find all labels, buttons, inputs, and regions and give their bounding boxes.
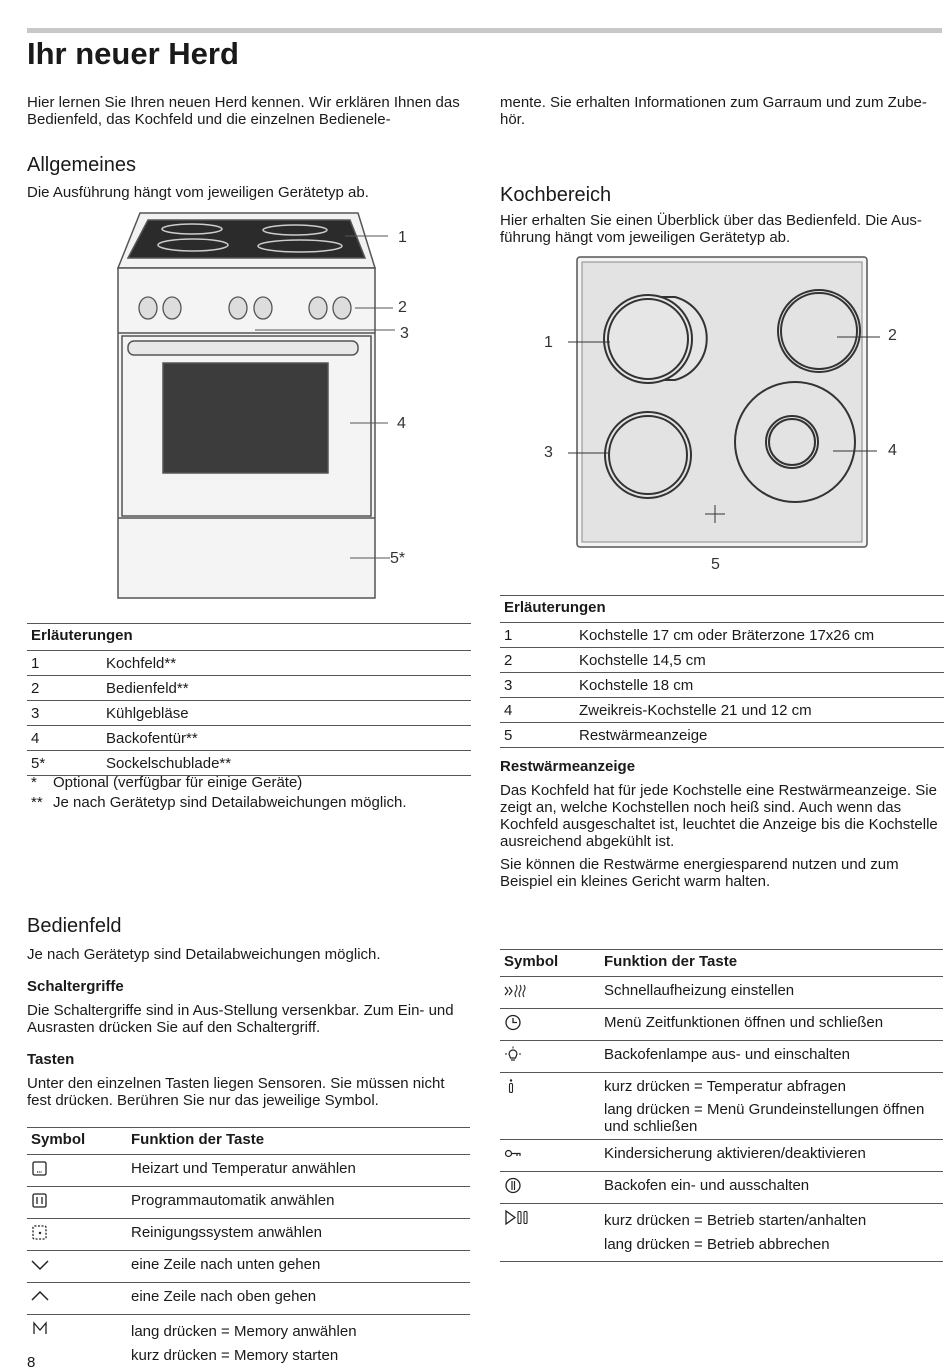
program-icon: [31, 1192, 49, 1209]
table-row: 4 Backofentür**: [27, 726, 471, 751]
table-row: 2 Kochstelle 14,5 cm: [500, 648, 944, 673]
callout-2: 2: [398, 299, 407, 316]
play-pause-icon: [504, 1209, 530, 1226]
table-row: 2 Bedienfeld**: [27, 676, 471, 701]
footnote: * Optional (verfügbar für einige Geräte): [31, 774, 303, 791]
callout-3: 3: [400, 325, 409, 342]
table-row: Backofen ein- und ausschalten: [500, 1172, 943, 1204]
allgemeines-heading: Allgemeines: [27, 154, 136, 176]
allgemeines-text: Die Ausführung hängt vom jeweiligen Gerätetyp ab.: [27, 184, 369, 201]
callout-4: 4: [397, 415, 406, 432]
table-row: 3 Kochstelle 18 cm: [500, 673, 944, 698]
tasten-text: Unter den einzelnen Tasten liegen Sensoren. Sie müssen nicht fest drücken. Berühren Sie nur das jeweilige Symbol.: [27, 1075, 445, 1109]
chevron-down-icon: [31, 1256, 49, 1273]
table-row: lang drücken = Memory anwählen kurz drücken = Memory starten: [27, 1315, 470, 1370]
intro-left: Hier lernen Sie Ihren neuen Herd kennen. Wir erklären Ihnen das Bedienfeld, das Kochfeld und die einzelnen Bedienele-: [27, 94, 460, 128]
oven-mode-icon: [31, 1160, 49, 1177]
kochbereich-text: Hier erhalten Sie einen Überblick über das Bedienfeld. Die Aus-führung hängt vom jeweiligen Gerätetyp ab.: [500, 212, 922, 246]
hob-illustration: [540, 255, 930, 555]
allgemeines-table: [27, 623, 471, 776]
bedienfeld-left-table: Symbol Funktion der Taste Heizart und Temperatur anwählen Programmautomatik anwählen Reinigungssystem anwählen eine Zeile nach unten gehen eine Zeile nach oben gehen lang drücken = Memory anwählen kurz drücken = Memory starten: [27, 1127, 470, 1370]
restwaerme-heading: Restwärmeanzeige: [500, 758, 636, 775]
hob-callout-3: 3: [544, 444, 553, 461]
info-icon: [504, 1078, 522, 1095]
table-row: 1 Kochstelle 17 cm oder Bräterzone 17x26 cm: [500, 623, 944, 648]
bedienfeld-text: Je nach Gerätetyp sind Detailabweichungen möglich.: [27, 946, 381, 963]
page-number: 8: [27, 1354, 36, 1370]
hob-callout-4: 4: [888, 442, 897, 459]
lamp-icon: [504, 1046, 522, 1063]
table-row: Reinigungssystem anwählen: [27, 1219, 470, 1251]
bedienfeld-heading: Bedienfeld: [27, 915, 122, 937]
bedienfeld-right-table: Symbol Funktion der Taste Schnellaufheizung einstellen Menü Zeitfunktionen öffnen und schließen Backofenlampe aus- und einschalten kurz drücken = Temperatur abfragen lang drücken = Menü Grundeinstellungen öffnen und schließen Kindersicherung aktivieren/deaktivieren Backofen ein- und ausschalten kurz drücken = Betrieb starten/anhalten lang drücken = Betrieb abbrechen: [500, 949, 943, 1262]
stove-illustration: [110, 208, 420, 603]
kochbereich-heading: Kochbereich: [500, 184, 612, 206]
memory-icon: [31, 1320, 49, 1337]
rapid-heat-icon: [504, 982, 530, 999]
page-title: Ihr neuer Herd: [27, 36, 239, 71]
restwaerme-text-1: Das Kochfeld hat für jede Kochstelle eine Restwärmeanzeige. Sie zeigt an, welche Kochstellen noch heiß sind. Auch wenn das Kochfeld ausgeschaltet ist, leuchtet die Anzeige bis die Kochstelle ausreichend abgekühlt ist.: [500, 782, 938, 850]
table-row: kurz drücken = Temperatur abfragen lang drücken = Menü Grundeinstellungen öffnen und schließen: [500, 1073, 943, 1140]
callout-5: 5*: [390, 550, 406, 567]
clock-icon: [504, 1014, 522, 1031]
tasten-heading: Tasten: [27, 1051, 75, 1068]
chevron-up-icon: [31, 1288, 49, 1305]
key-icon: [504, 1145, 522, 1162]
table-row: eine Zeile nach oben gehen: [27, 1283, 470, 1315]
table-row: Menü Zeitfunktionen öffnen und schließen: [500, 1009, 943, 1041]
table-title: Erläuterungen: [504, 599, 606, 616]
table-row: 4 Zweikreis-Kochstelle 21 und 12 cm: [500, 698, 944, 723]
table-row: 1 Kochfeld**: [27, 651, 471, 676]
table-row: Backofenlampe aus- und einschalten: [500, 1041, 943, 1073]
callout-1: 1: [398, 229, 407, 246]
cleaning-icon: [31, 1224, 49, 1241]
top-rule: [27, 28, 942, 33]
schalter-heading: Schaltergriffe: [27, 978, 124, 995]
hob-callout-5: 5: [711, 556, 720, 573]
table-row: kurz drücken = Betrieb starten/anhalten lang drücken = Betrieb abbrechen: [500, 1204, 943, 1262]
schalter-text: Die Schaltergriffe sind in Aus-Stellung versenkbar. Zum Ein- und Ausrasten drücken Sie auf den Schaltergriff.: [27, 1002, 454, 1036]
kochbereich-table: [500, 595, 944, 748]
table-row: 5* Sockelschublade**: [27, 751, 471, 776]
hob-callout-1: 1: [544, 334, 553, 351]
hob-callout-2: 2: [888, 327, 897, 344]
intro-right: mente. Sie erhalten Informationen zum Garraum und zum Zube-hör.: [500, 94, 927, 128]
table-row: Programmautomatik anwählen: [27, 1187, 470, 1219]
table-row: Kindersicherung aktivieren/deaktivieren: [500, 1140, 943, 1172]
table-row: eine Zeile nach unten gehen: [27, 1251, 470, 1283]
table-row: 3 Kühlgebläse: [27, 701, 471, 726]
table-row: Heizart und Temperatur anwählen: [27, 1155, 470, 1187]
table-title: Erläuterungen: [31, 627, 133, 644]
footnote: ** Je nach Gerätetyp sind Detailabweichungen möglich.: [31, 794, 407, 811]
footnotes: [31, 773, 407, 813]
table-row: 5 Restwärmeanzeige: [500, 723, 944, 748]
power-icon: [504, 1177, 522, 1194]
table-row: Schnellaufheizung einstellen: [500, 977, 943, 1009]
restwaerme-text-2: Sie können die Restwärme energiesparend nutzen und zum Beispiel ein kleines Gericht warm halten.: [500, 856, 899, 890]
